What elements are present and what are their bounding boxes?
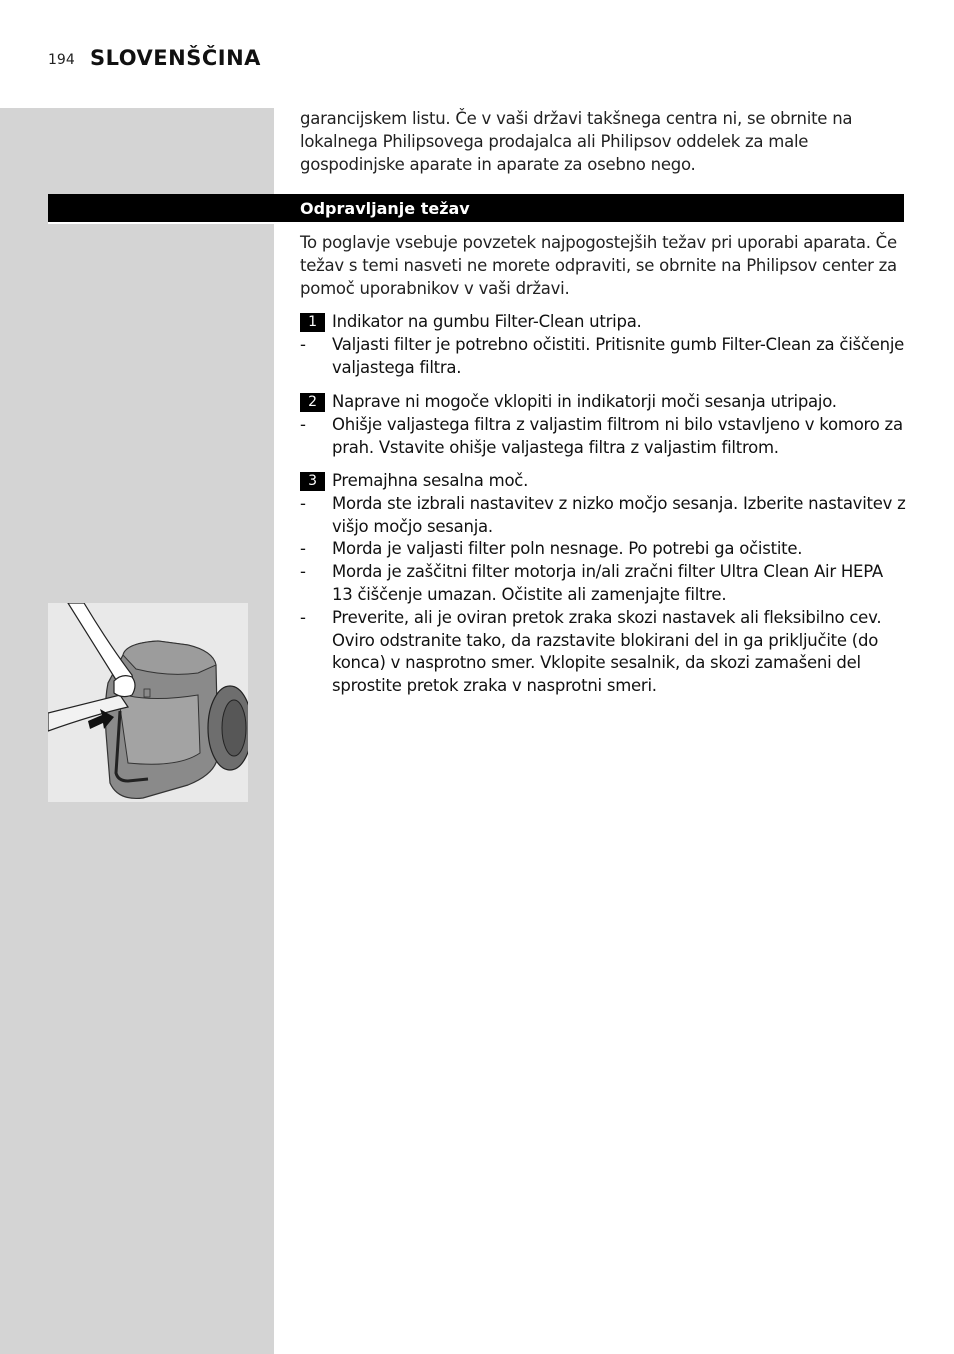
step-number-badge: 2 [300,393,325,412]
troubleshooting-heading: Odpravljanje težav [300,199,470,218]
illustration-pointer [248,603,274,625]
problem-title [300,391,908,414]
step-number-badge: 3 [300,472,325,491]
solution-item [300,493,908,539]
troubleshooting-heading-bar [48,194,904,223]
vacuum-cleaner-drawing [48,603,248,802]
dash-bullet: - [300,607,306,627]
solution-text: Morda je zaščitni filter motorja in/ali zračni filter Ultra Clean Air HEPA 13 čiščenje umazan. Očistite ali zamenjajte filtre. [332,562,883,604]
problem-3 [300,470,908,698]
problem-1 [300,311,908,379]
problem-title-text: Indikator na gumbu Filter-Clean utripa. [332,312,642,331]
problem-title-text: Naprave ni mogoče vklopiti in indikatorji moči sesanja utripajo. [332,392,837,411]
solution-item [300,334,908,380]
intro-paragraph: garancijskem listu. Če v vaši državi takšnega centra ni, se obrnite na lokalnega Philipsovega prodajalca ali Philipsov oddelek za male gospodinjske aparate in aparate za osebno nego. [300,109,853,174]
page-number: 194 [48,52,75,68]
solution-text: Morda je valjasti filter poln nesnage. Po potrebi ga očistite. [332,539,803,559]
dash-bullet: - [300,562,306,582]
dash-bullet: - [300,493,306,513]
solution-item [300,561,908,607]
section-title: SLOVENŠČINA [90,46,261,70]
divider [48,223,274,224]
problem-2 [300,391,908,459]
problem-title [300,470,908,493]
troubleshooting-intro: To poglavje vsebuje povzetek najpogostejših težav pri uporabi aparata. Če težav s temi nasveti ne morete odpraviti, se obrnite na Philipsov center za pomoč uporabnikov v vaši državi. [300,233,897,298]
dash-bullet: - [300,414,306,434]
dash-bullet: - [300,539,306,559]
step-number-badge: 1 [300,313,325,332]
solution-text: Ohišje valjastega filtra z valjastim filtrom ni bilo vstavljeno v komoro za prah. Vstavite ohišje valjastega filtra z valjastim filtrom. [332,414,903,457]
solution-text: Morda ste izbrali nastavitev z nizko močjo sesanja. Izberite nastavitev z višjo močjo sesanja. [332,493,906,536]
problem-title [300,311,908,334]
vacuum-illustration [48,603,248,802]
problem-title-text: Premajhna sesalna moč. [332,471,529,490]
solution-text: Preverite, ali je oviran pretok zraka skozi nastavek ali fleksibilno cev. Oviro odstranite tako, da razstavite blokirani del in ga priključite (do konca) v nasprotno smer. Vklopite sesalnik, da skozi zamašeni del sprostite pretok zraka v nasprotni smeri. [332,607,882,696]
dash-bullet: - [300,334,306,354]
solution-item [300,538,908,561]
solution-item [300,414,908,460]
solution-text: Valjasti filter je potrebno očistiti. Pritisnite gumb Filter-Clean za čiščenje valjastega filtra. [332,334,905,377]
solution-item [300,607,908,698]
